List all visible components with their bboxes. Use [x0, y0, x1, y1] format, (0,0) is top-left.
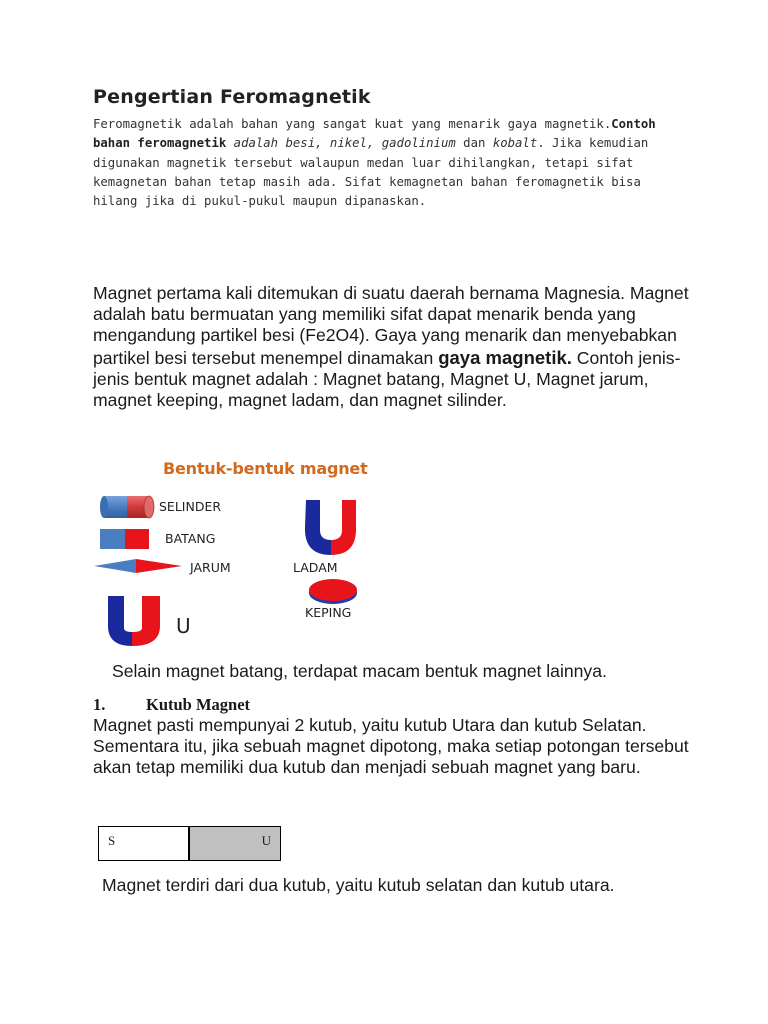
intro-italic-1: adalah besi, nikel, gadolinium: [226, 136, 456, 151]
u-magnet-icon: [108, 596, 160, 646]
page-title: Pengertian Feromagnetik: [93, 86, 371, 108]
label-keping: KEPING: [305, 605, 352, 620]
magnet-paragraph-bold: gaya magnetik.: [438, 346, 572, 368]
section-title: Kutub Magnet: [146, 695, 251, 714]
poles-paragraph: Magnet pasti mempunyai 2 kutub, yaitu kutub Utara dan kutub Selatan. Sementara itu, jika sebuah magnet dipotong, maka setiap potongan tersebut akan tetap memiliki dua kutub dan menjadi sebuah magnet yang baru.: [93, 715, 689, 778]
figure-caption: Selain magnet batang, terdapat macam bentuk magnet lainnya.: [112, 661, 607, 681]
label-ladam: LADAM: [293, 560, 338, 575]
intro-italic-2: kobalt: [492, 136, 538, 151]
label-batang: BATANG: [165, 531, 216, 546]
intro-bold: Contoh bahan feromagnetik: [93, 117, 656, 151]
label-selinder: SELINDER: [159, 499, 222, 514]
poles-caption: Magnet terdiri dari dua kutub, yaitu kutub selatan dan kutub utara.: [102, 875, 615, 895]
north-pole-label: U: [261, 833, 271, 848]
bar-magnet-icon: [100, 529, 149, 549]
bar-magnet-south-pole: [98, 826, 189, 861]
section-number: 1.: [93, 695, 106, 714]
intro-text-1: Feromagnetik adalah bahan yang sangat kuat yang menarik gaya magnetik.: [93, 117, 612, 131]
label-jarum: JARUM: [190, 560, 231, 575]
bar-magnet-north-pole: [189, 826, 281, 861]
cylinder-magnet-icon: [100, 496, 154, 518]
disc-magnet-icon: [309, 579, 357, 604]
label-u: U: [176, 614, 191, 638]
needle-magnet-icon: [94, 559, 182, 573]
magnet-paragraph-text-1: Magnet pertama kali ditemukan di suatu daerah bernama Magnesia. Magnet adalah batu bermuatan yang memiliki sifat dapat menarik benda yang mengandung partikel besi (Fe2O4). Gaya yang menarik dan menyebabkan partikel besi tersebut menempel dinamakan: [93, 283, 689, 368]
horseshoe-magnet-icon: [305, 500, 356, 555]
figure-title: Bentuk-bentuk magnet: [163, 459, 368, 478]
south-pole-label: S: [108, 833, 116, 848]
intro-text-2: dan: [455, 136, 493, 151]
magnet-paragraph-text-2: Contoh jenis-jenis bentuk magnet adalah : Magnet batang, Magnet U, Magnet jarum, magnet keeping, magnet ladam, dan magnet silinder.: [93, 347, 681, 411]
intro-text-3: . Jika kemudian digunakan magnetik tersebut walaupun medan luar dihilangkan, tetapi sifat kemagnetan bahan tetap masih ada. Sifat kemagnetan bahan feromagnetik bisa hilang jika di pukul-pukul maupun dipanaskan.: [93, 136, 649, 209]
